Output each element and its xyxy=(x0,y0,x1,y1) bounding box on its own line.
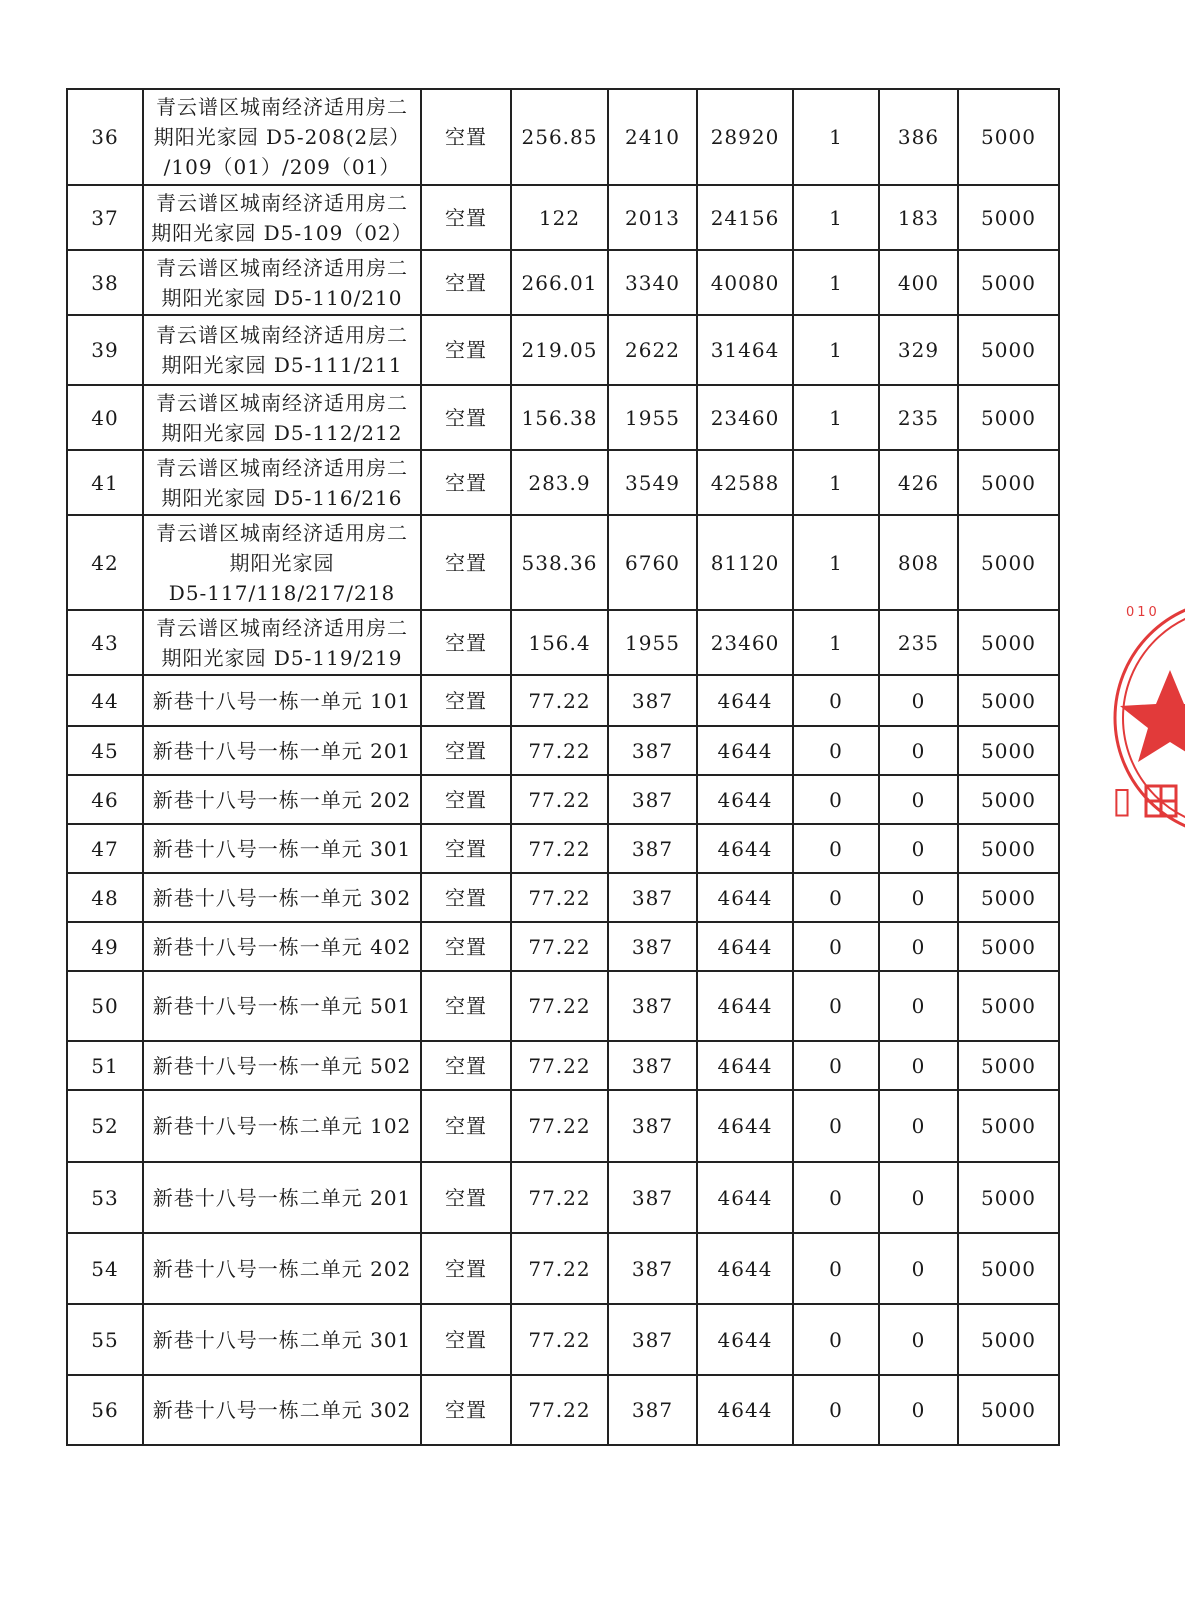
cell-annual: 4644 xyxy=(697,1041,793,1090)
cell-status: 空置 xyxy=(421,1090,511,1162)
cell-status: 空置 xyxy=(421,185,511,250)
cell-area: 77.22 xyxy=(511,1090,608,1162)
cell-no: 39 xyxy=(67,315,143,385)
cell-status: 空置 xyxy=(421,726,511,775)
cell-status: 空置 xyxy=(421,385,511,450)
cell-status: 空置 xyxy=(421,250,511,315)
cell-status: 空置 xyxy=(421,515,511,610)
cell-status: 空置 xyxy=(421,775,511,824)
cell-no: 48 xyxy=(67,873,143,922)
cell-name: 新巷十八号一栋二单元 201 xyxy=(143,1162,421,1233)
table-row xyxy=(67,1090,1059,1162)
cell-monthly: 387 xyxy=(608,1375,697,1445)
table-row xyxy=(67,250,1059,315)
cell-deposit: 5000 xyxy=(958,315,1059,385)
cell-area: 77.22 xyxy=(511,775,608,824)
cell-area: 256.85 xyxy=(511,89,608,185)
cell-extra: 0 xyxy=(879,971,958,1041)
cell-no: 52 xyxy=(67,1090,143,1162)
cell-name: 新巷十八号一栋一单元 302 xyxy=(143,873,421,922)
cell-area: 77.22 xyxy=(511,726,608,775)
cell-annual: 4644 xyxy=(697,1304,793,1375)
cell-monthly: 3340 xyxy=(608,250,697,315)
cell-deposit: 5000 xyxy=(958,385,1059,450)
table-row xyxy=(67,675,1059,726)
cell-extra: 0 xyxy=(879,1041,958,1090)
cell-extra: 0 xyxy=(879,1375,958,1445)
cell-monthly: 3549 xyxy=(608,450,697,515)
table-row xyxy=(67,726,1059,775)
table-row xyxy=(67,873,1059,922)
cell-area: 77.22 xyxy=(511,971,608,1041)
cell-no: 56 xyxy=(67,1375,143,1445)
cell-status: 空置 xyxy=(421,1233,511,1304)
cell-n: 1 xyxy=(793,250,879,315)
cell-extra: 0 xyxy=(879,726,958,775)
cell-n: 1 xyxy=(793,515,879,610)
cell-annual: 31464 xyxy=(697,315,793,385)
cell-deposit: 5000 xyxy=(958,515,1059,610)
cell-deposit: 5000 xyxy=(958,775,1059,824)
cell-n: 1 xyxy=(793,185,879,250)
cell-monthly: 387 xyxy=(608,675,697,726)
cell-no: 51 xyxy=(67,1041,143,1090)
table-row xyxy=(67,610,1059,675)
cell-annual: 40080 xyxy=(697,250,793,315)
svg-text:▯: ▯ xyxy=(1112,780,1132,821)
table-row xyxy=(67,775,1059,824)
cell-n: 1 xyxy=(793,89,879,185)
cell-n: 0 xyxy=(793,1041,879,1090)
table-row xyxy=(67,185,1059,250)
cell-area: 77.22 xyxy=(511,675,608,726)
cell-status: 空置 xyxy=(421,1304,511,1375)
cell-annual: 4644 xyxy=(697,922,793,971)
table-row xyxy=(67,1375,1059,1445)
cell-deposit: 5000 xyxy=(958,610,1059,675)
cell-annual: 4644 xyxy=(697,775,793,824)
cell-monthly: 387 xyxy=(608,1041,697,1090)
cell-extra: 386 xyxy=(879,89,958,185)
cell-no: 38 xyxy=(67,250,143,315)
cell-deposit: 5000 xyxy=(958,185,1059,250)
cell-name: 新巷十八号一栋一单元 202 xyxy=(143,775,421,824)
cell-monthly: 387 xyxy=(608,1233,697,1304)
cell-extra: 0 xyxy=(879,775,958,824)
cell-monthly: 6760 xyxy=(608,515,697,610)
cell-annual: 4644 xyxy=(697,1162,793,1233)
cell-no: 49 xyxy=(67,922,143,971)
cell-no: 44 xyxy=(67,675,143,726)
cell-name: 新巷十八号一栋二单元 301 xyxy=(143,1304,421,1375)
cell-n: 0 xyxy=(793,1304,879,1375)
cell-extra: 0 xyxy=(879,675,958,726)
cell-status: 空置 xyxy=(421,971,511,1041)
cell-area: 77.22 xyxy=(511,922,608,971)
cell-annual: 23460 xyxy=(697,385,793,450)
cell-extra: 0 xyxy=(879,1162,958,1233)
cell-monthly: 387 xyxy=(608,775,697,824)
cell-area: 283.9 xyxy=(511,450,608,515)
cell-extra: 0 xyxy=(879,922,958,971)
cell-deposit: 5000 xyxy=(958,824,1059,873)
cell-deposit: 5000 xyxy=(958,1041,1059,1090)
cell-extra: 0 xyxy=(879,1090,958,1162)
cell-n: 0 xyxy=(793,1375,879,1445)
cell-name: 新巷十八号一栋一单元 502 xyxy=(143,1041,421,1090)
cell-name: 青云谱区城南经济适用房二 期阳光家园 D5-109（02） xyxy=(143,185,421,250)
cell-deposit: 5000 xyxy=(958,1233,1059,1304)
cell-name: 新巷十八号一栋一单元 101 xyxy=(143,675,421,726)
cell-area: 156.38 xyxy=(511,385,608,450)
cell-no: 54 xyxy=(67,1233,143,1304)
cell-area: 77.22 xyxy=(511,1233,608,1304)
cell-no: 55 xyxy=(67,1304,143,1375)
cell-no: 37 xyxy=(67,185,143,250)
cell-status: 空置 xyxy=(421,675,511,726)
cell-area: 219.05 xyxy=(511,315,608,385)
cell-extra: 235 xyxy=(879,385,958,450)
cell-monthly: 387 xyxy=(608,824,697,873)
cell-status: 空置 xyxy=(421,610,511,675)
cell-annual: 28920 xyxy=(697,89,793,185)
cell-extra: 400 xyxy=(879,250,958,315)
cell-area: 122 xyxy=(511,185,608,250)
table-row xyxy=(67,1162,1059,1233)
cell-status: 空置 xyxy=(421,1375,511,1445)
cell-n: 0 xyxy=(793,824,879,873)
cell-no: 45 xyxy=(67,726,143,775)
cell-annual: 23460 xyxy=(697,610,793,675)
cell-deposit: 5000 xyxy=(958,89,1059,185)
table-row xyxy=(67,1041,1059,1090)
cell-extra: 0 xyxy=(879,1233,958,1304)
table-row xyxy=(67,824,1059,873)
cell-name: 新巷十八号一栋一单元 301 xyxy=(143,824,421,873)
cell-annual: 4644 xyxy=(697,1375,793,1445)
cell-area: 77.22 xyxy=(511,1304,608,1375)
cell-monthly: 1955 xyxy=(608,610,697,675)
svg-text:010: 010 xyxy=(1126,605,1160,620)
cell-no: 43 xyxy=(67,610,143,675)
cell-name: 新巷十八号一栋一单元 501 xyxy=(143,971,421,1041)
cell-no: 50 xyxy=(67,971,143,1041)
cell-area: 77.22 xyxy=(511,1375,608,1445)
cell-name: 青云谱区城南经济适用房二 期阳光家园 D5-111/211 xyxy=(143,315,421,385)
table-row xyxy=(67,89,1059,185)
cell-annual: 4644 xyxy=(697,726,793,775)
cell-n: 1 xyxy=(793,610,879,675)
cell-annual: 42588 xyxy=(697,450,793,515)
cell-deposit: 5000 xyxy=(958,1304,1059,1375)
cell-name: 青云谱区城南经济适用房二 期阳光家园 D5-208(2层） /109（01）/209（01） xyxy=(143,89,421,185)
cell-name: 新巷十八号一栋二单元 202 xyxy=(143,1233,421,1304)
cell-monthly: 387 xyxy=(608,971,697,1041)
table-row xyxy=(67,385,1059,450)
cell-n: 0 xyxy=(793,1233,879,1304)
table-body xyxy=(67,89,1059,1445)
cell-extra: 235 xyxy=(879,610,958,675)
property-table xyxy=(66,88,1060,1446)
cell-status: 空置 xyxy=(421,89,511,185)
table-row xyxy=(67,515,1059,610)
cell-deposit: 5000 xyxy=(958,450,1059,515)
cell-status: 空置 xyxy=(421,922,511,971)
cell-area: 266.01 xyxy=(511,250,608,315)
cell-n: 0 xyxy=(793,675,879,726)
cell-n: 1 xyxy=(793,315,879,385)
cell-n: 1 xyxy=(793,385,879,450)
cell-status: 空置 xyxy=(421,1041,511,1090)
cell-name: 青云谱区城南经济适用房二 期阳光家园 D5-112/212 xyxy=(143,385,421,450)
cell-deposit: 5000 xyxy=(958,675,1059,726)
cell-deposit: 5000 xyxy=(958,1090,1059,1162)
cell-no: 47 xyxy=(67,824,143,873)
cell-extra: 426 xyxy=(879,450,958,515)
cell-monthly: 2013 xyxy=(608,185,697,250)
cell-status: 空置 xyxy=(421,1162,511,1233)
table-row xyxy=(67,971,1059,1041)
cell-status: 空置 xyxy=(421,450,511,515)
cell-extra: 0 xyxy=(879,1304,958,1375)
cell-annual: 4644 xyxy=(697,675,793,726)
cell-name: 新巷十八号一栋二单元 102 xyxy=(143,1090,421,1162)
cell-name: 新巷十八号一栋二单元 302 xyxy=(143,1375,421,1445)
cell-n: 0 xyxy=(793,1090,879,1162)
table-row xyxy=(67,922,1059,971)
cell-no: 40 xyxy=(67,385,143,450)
cell-monthly: 387 xyxy=(608,1162,697,1233)
cell-no: 36 xyxy=(67,89,143,185)
cell-monthly: 387 xyxy=(608,922,697,971)
table-row xyxy=(67,1233,1059,1304)
cell-n: 0 xyxy=(793,775,879,824)
cell-extra: 808 xyxy=(879,515,958,610)
table-row xyxy=(67,450,1059,515)
red-seal-stamp xyxy=(1108,590,1185,850)
cell-monthly: 2622 xyxy=(608,315,697,385)
cell-annual: 24156 xyxy=(697,185,793,250)
cell-monthly: 387 xyxy=(608,1090,697,1162)
cell-annual: 81120 xyxy=(697,515,793,610)
table-row xyxy=(67,1304,1059,1375)
cell-n: 0 xyxy=(793,971,879,1041)
cell-annual: 4644 xyxy=(697,1233,793,1304)
cell-area: 156.4 xyxy=(511,610,608,675)
cell-status: 空置 xyxy=(421,873,511,922)
cell-name: 青云谱区城南经济适用房二 期阳光家园 D5-116/216 xyxy=(143,450,421,515)
cell-monthly: 387 xyxy=(608,873,697,922)
cell-area: 538.36 xyxy=(511,515,608,610)
cell-monthly: 1955 xyxy=(608,385,697,450)
cell-name: 青云谱区城南经济适用房二 期阳光家园 D5-119/219 xyxy=(143,610,421,675)
cell-monthly: 387 xyxy=(608,726,697,775)
cell-n: 0 xyxy=(793,873,879,922)
cell-extra: 0 xyxy=(879,824,958,873)
cell-annual: 4644 xyxy=(697,1090,793,1162)
cell-n: 0 xyxy=(793,922,879,971)
cell-name: 青云谱区城南经济适用房二 期阳光家园 D5-110/210 xyxy=(143,250,421,315)
cell-extra: 329 xyxy=(879,315,958,385)
cell-annual: 4644 xyxy=(697,824,793,873)
cell-deposit: 5000 xyxy=(958,971,1059,1041)
cell-annual: 4644 xyxy=(697,971,793,1041)
cell-deposit: 5000 xyxy=(958,922,1059,971)
cell-area: 77.22 xyxy=(511,1041,608,1090)
cell-area: 77.22 xyxy=(511,824,608,873)
cell-n: 0 xyxy=(793,1162,879,1233)
cell-deposit: 5000 xyxy=(958,1162,1059,1233)
seal-star-icon xyxy=(1120,670,1185,762)
cell-extra: 183 xyxy=(879,185,958,250)
cell-name: 新巷十八号一栋一单元 201 xyxy=(143,726,421,775)
cell-status: 空置 xyxy=(421,824,511,873)
cell-name: 新巷十八号一栋一单元 402 xyxy=(143,922,421,971)
cell-status: 空置 xyxy=(421,315,511,385)
cell-deposit: 5000 xyxy=(958,250,1059,315)
cell-n: 0 xyxy=(793,726,879,775)
cell-no: 53 xyxy=(67,1162,143,1233)
cell-annual: 4644 xyxy=(697,873,793,922)
table-row xyxy=(67,315,1059,385)
cell-deposit: 5000 xyxy=(958,1375,1059,1445)
cell-area: 77.22 xyxy=(511,873,608,922)
cell-deposit: 5000 xyxy=(958,726,1059,775)
cell-monthly: 387 xyxy=(608,1304,697,1375)
cell-name: 青云谱区城南经济适用房二 期阳光家园 D5-117/118/217/218 xyxy=(143,515,421,610)
cell-no: 41 xyxy=(67,450,143,515)
cell-deposit: 5000 xyxy=(958,873,1059,922)
cell-area: 77.22 xyxy=(511,1162,608,1233)
cell-monthly: 2410 xyxy=(608,89,697,185)
cell-extra: 0 xyxy=(879,873,958,922)
cell-no: 46 xyxy=(67,775,143,824)
cell-n: 1 xyxy=(793,450,879,515)
cell-no: 42 xyxy=(67,515,143,610)
